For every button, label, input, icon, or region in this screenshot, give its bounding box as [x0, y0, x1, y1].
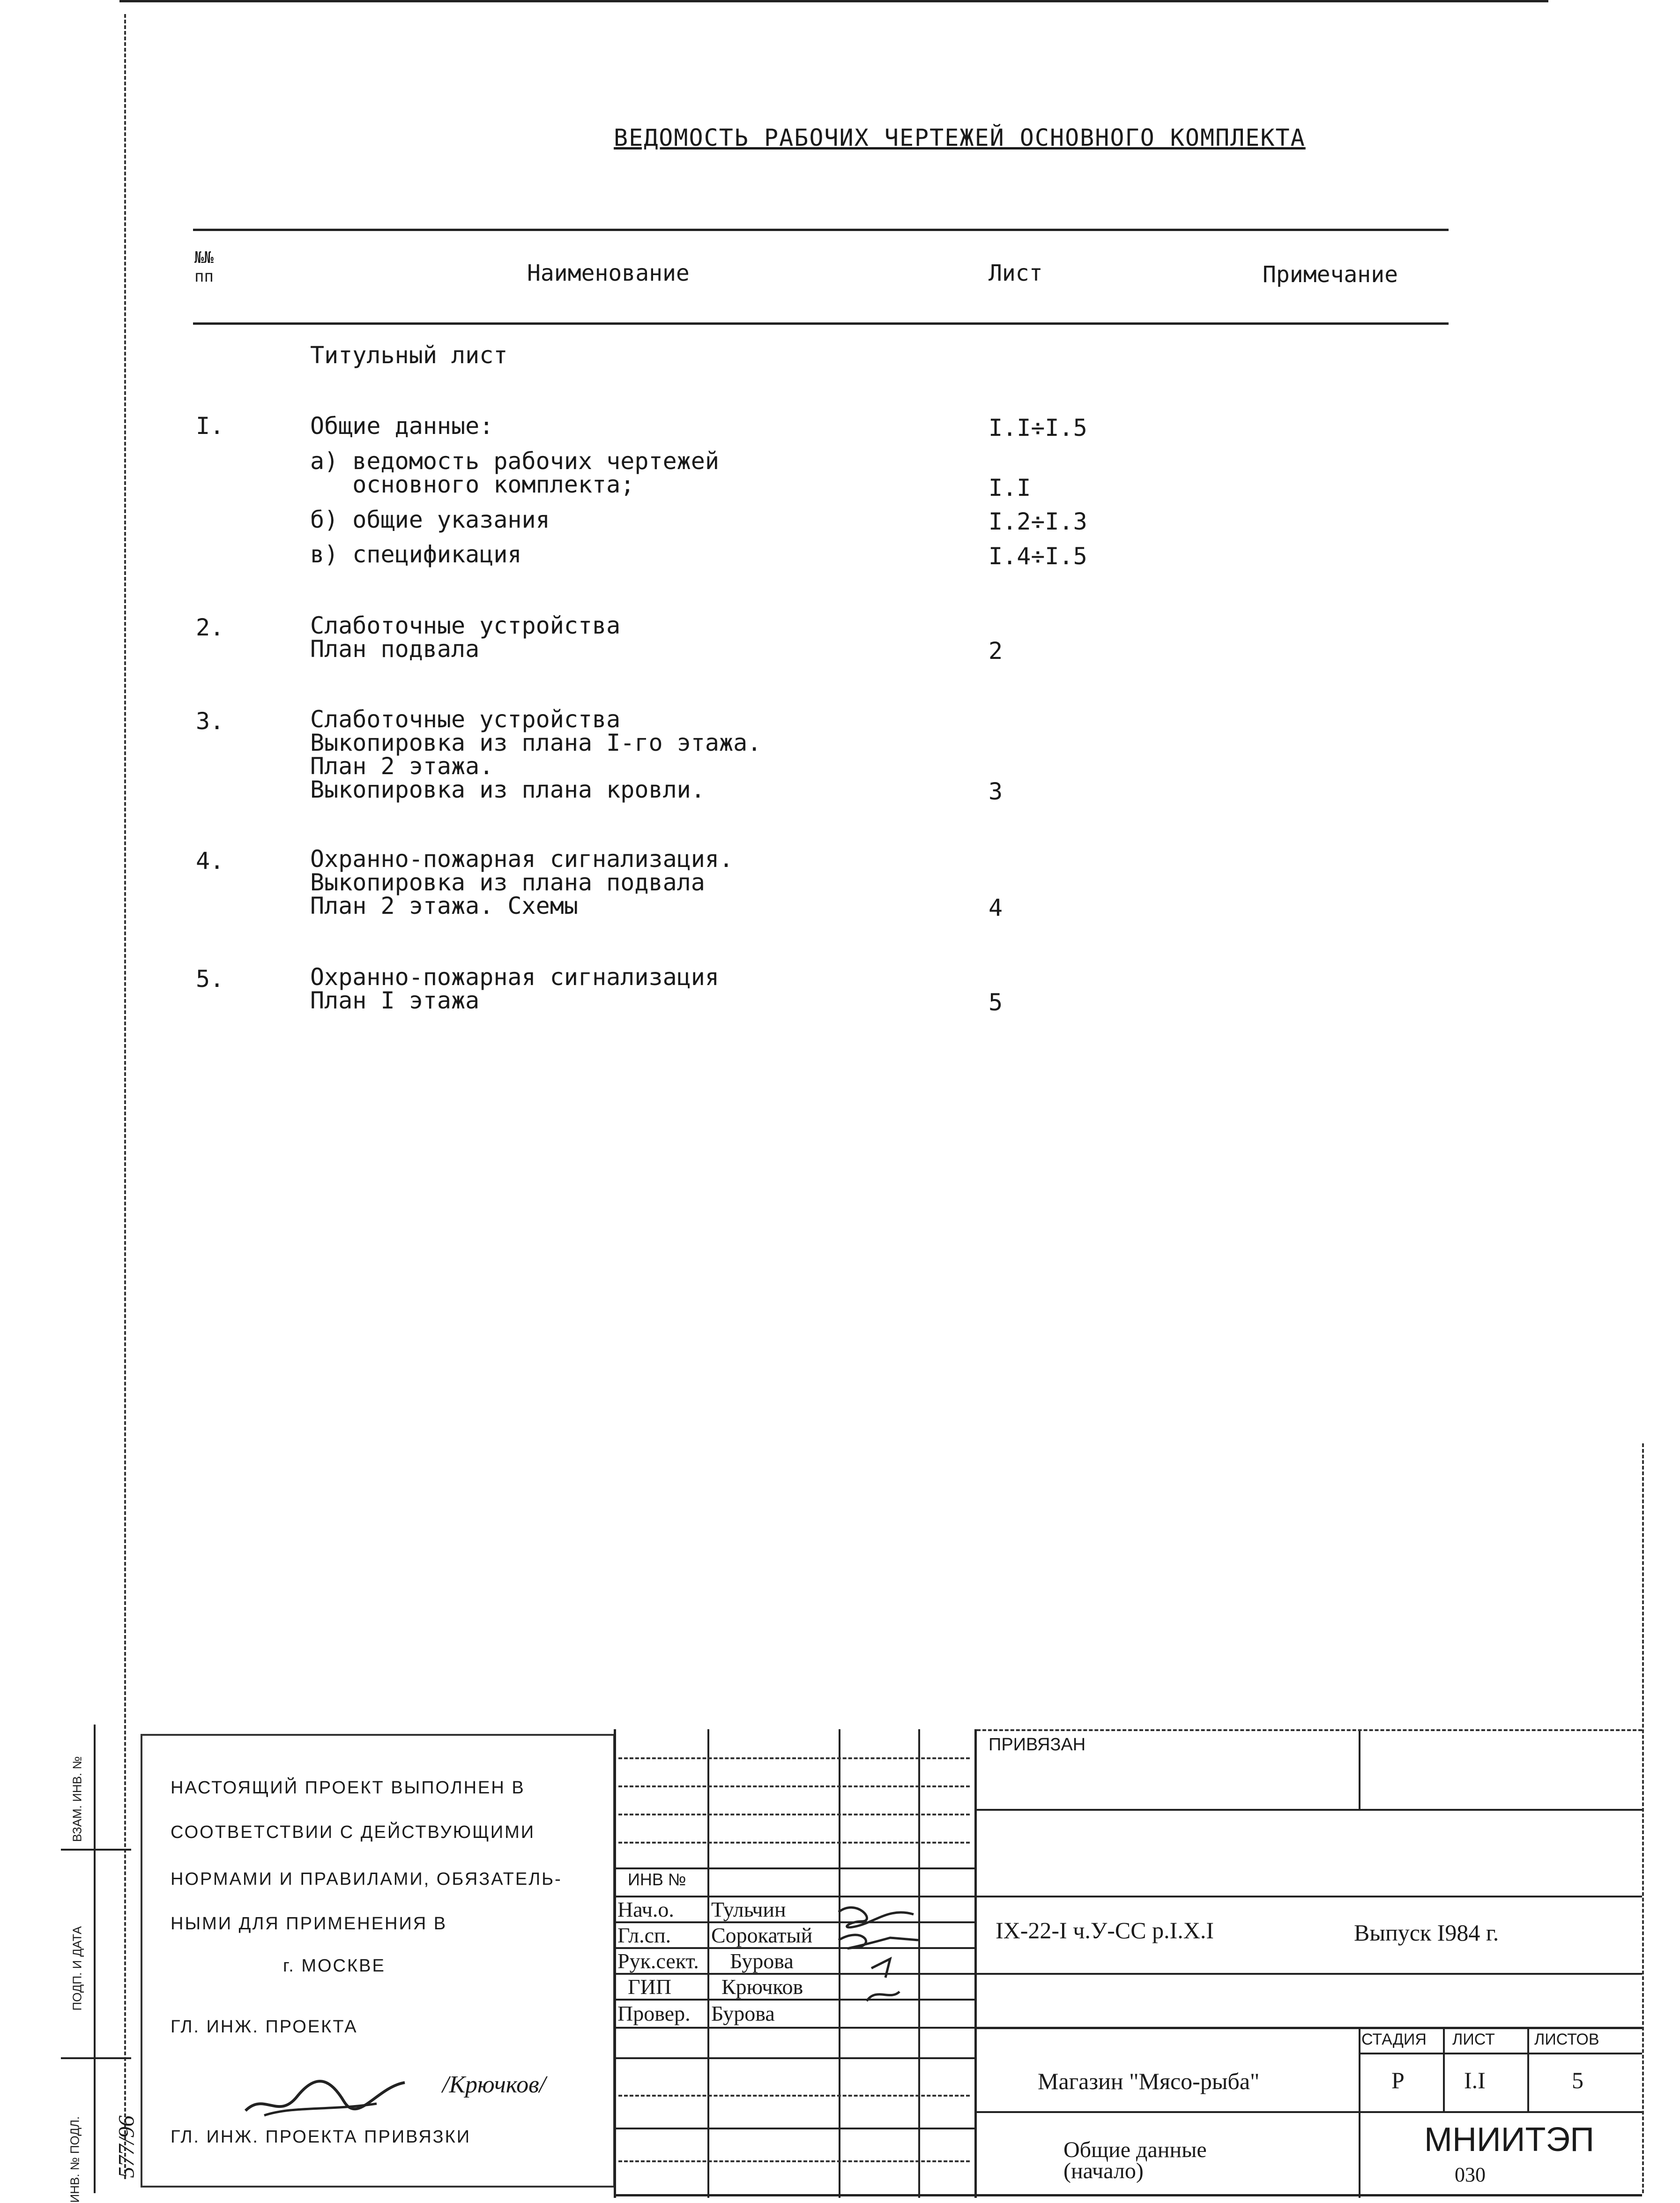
designation-text: IX-22-I ч.У-СС р.I.X.I	[996, 1917, 1214, 1943]
signatures-image	[820, 1893, 951, 2024]
row-sheet: 3	[989, 778, 1003, 805]
sheets-label: ЛИСТОВ	[1534, 2031, 1599, 2048]
grid-line	[614, 2128, 977, 2129]
grid-line	[977, 1973, 1642, 1975]
row-text: План подвала	[310, 635, 480, 663]
row-sheet: 5	[989, 989, 1003, 1016]
row-text: Выкопировка из плана подвала	[310, 869, 705, 896]
page-title: ВЕДОМОСТЬ РАБОЧИХ ЧЕРТЕЖЕЙ ОСНОВНОГО КОМПЛЕКТА	[614, 124, 1306, 151]
object-name: Магазин "Мясо-рыба"	[1038, 2068, 1260, 2094]
person-name: Бурова	[711, 2001, 775, 2025]
grid-line	[977, 2111, 1642, 2113]
row-sheet: I.2÷I.3	[989, 508, 1087, 535]
row-text: основного комплекта;	[310, 471, 635, 498]
grid-line	[977, 2027, 1642, 2029]
stamp-line: НЫМИ ДЛЯ ПРИМЕНЕНИЯ В	[171, 1914, 447, 1934]
row-sheet: I.I÷I.5	[989, 414, 1087, 441]
header-sheet: Лист	[989, 260, 1043, 286]
row-text: Слаботочные устройства	[310, 706, 621, 733]
row-num: I.	[196, 412, 224, 440]
grid-line	[977, 1809, 1642, 1811]
side-strip-top-label: ВЗАМ. ИНВ. №	[70, 1756, 84, 1842]
grid-line	[614, 1867, 974, 1869]
person-name: Тульчин	[711, 1897, 786, 1921]
signature-name: /Крючков/	[442, 2071, 546, 2098]
title-sheet-row: Титульный лист	[310, 342, 508, 369]
row-num: 4.	[196, 847, 224, 874]
grid-line	[618, 1814, 970, 1815]
sheet-label: ЛИСТ	[1452, 2031, 1495, 2048]
sheets-value: 5	[1572, 2067, 1583, 2093]
side-strip	[61, 1725, 139, 2203]
row-text: в) спецификация	[310, 541, 522, 568]
org-sub: 030	[1455, 2163, 1486, 2186]
person-role: Рук.сект.	[617, 1949, 699, 1973]
grid-line	[618, 2160, 970, 2162]
row-text: План 2 этажа.	[310, 753, 494, 780]
row-sheet: 4	[989, 894, 1003, 921]
stage-label: СТАДИЯ	[1361, 2031, 1427, 2048]
row-text: План I этажа	[310, 987, 480, 1014]
grid-line	[1359, 1729, 1360, 1809]
grid-line	[1443, 2027, 1445, 2111]
stamp-line: ГЛ. ИНЖ. ПРОЕКТА	[171, 2017, 358, 2037]
person-role: Нач.о.	[617, 1897, 674, 1921]
row-text: б) общие указания	[310, 506, 550, 533]
grid-line	[618, 1842, 970, 1844]
right-margin-line	[1642, 1443, 1644, 2193]
approval-stamp	[141, 1734, 615, 2188]
doc-name-line2: (начало)	[1063, 2158, 1144, 2183]
stamp-line: ГЛ. ИНЖ. ПРОЕКТА ПРИВЯЗКИ	[171, 2127, 471, 2147]
side-strip-mid-label: ПОДП. И ДАТА	[70, 1926, 84, 2011]
row-sheet: I.I	[989, 474, 1031, 501]
grid-line	[618, 1757, 970, 1759]
row-text: Охранно-пожарная сигнализация	[310, 963, 719, 991]
header-name: Наименование	[527, 260, 690, 286]
top-border	[119, 0, 1548, 2]
side-strip-number: 577/96	[114, 2115, 139, 2178]
row-text: Слаботочные устройства	[310, 612, 621, 639]
row-num: 2.	[196, 614, 224, 641]
row-text: Общие данные:	[310, 412, 494, 440]
stamp-line: СООТВЕТСТВИИ С ДЕЙСТВУЮЩИМИ	[171, 1822, 535, 1842]
person-name: Крючков	[721, 1975, 803, 1999]
sheet-value: I.I	[1464, 2067, 1486, 2093]
grid-line	[618, 1785, 970, 1787]
doc-name-line1: Общие данные	[1063, 2137, 1207, 2162]
person-role: Гл.сп.	[617, 1923, 671, 1947]
person-name: Бурова	[730, 1949, 794, 1973]
person-role: ГИП	[628, 1975, 672, 1999]
row-text: Охранно-пожарная сигнализация.	[310, 845, 734, 873]
row-text: Выкопировка из плана I-го этажа.	[310, 729, 762, 756]
row-sheet: 2	[989, 637, 1003, 665]
inv-no-label: ИНВ №	[628, 1870, 686, 1889]
side-strip-line	[94, 1725, 96, 2193]
row-num: 3.	[196, 708, 224, 735]
grid-line	[977, 1896, 1642, 1897]
issue-text: Выпуск I984 г.	[1354, 1919, 1499, 1946]
person-role: Провер.	[617, 2001, 691, 2025]
grid-line	[614, 2057, 977, 2059]
header-note: Примечание	[1263, 261, 1398, 288]
row-text: а) ведомость рабочих чертежей	[310, 448, 719, 475]
grid-line	[614, 2027, 977, 2029]
person-name: Сорокатый	[711, 1923, 813, 1947]
privyazan-label: ПРИВЯЗАН	[989, 1735, 1086, 1755]
stamp-line: НОРМАМИ И ПРАВИЛАМИ, ОБЯЗАТЕЛЬ-	[171, 1869, 562, 1889]
org-name: МНИИТЭП	[1424, 2121, 1594, 2158]
grid-line	[618, 2095, 970, 2097]
side-strip-divider	[61, 1849, 131, 1851]
stage-value: Р	[1391, 2067, 1405, 2093]
signature-image	[236, 2059, 414, 2129]
row-sheet: I.4÷I.5	[989, 543, 1087, 570]
row-text: План 2 этажа. Схемы	[310, 892, 578, 919]
grid-line	[1527, 2027, 1529, 2111]
grid-line	[614, 2194, 1642, 2196]
stamp-line: НАСТОЯЩИЙ ПРОЕКТ ВЫПОЛНЕН В	[171, 1778, 525, 1798]
side-strip-divider	[61, 2057, 131, 2059]
table-header-rule	[193, 322, 1449, 325]
header-num: №№ пп	[194, 248, 214, 286]
grid-line	[977, 1729, 1642, 1731]
grid-line	[1359, 2053, 1642, 2054]
row-text: Выкопировка из плана кровли.	[310, 776, 705, 803]
table-top-rule	[193, 229, 1449, 231]
row-num: 5.	[196, 965, 224, 993]
side-strip-bottom-label: ИНВ. № ПОДЛ.	[67, 2116, 82, 2203]
stamp-line: г. МОСКВЕ	[283, 1956, 386, 1976]
title-block	[614, 1729, 1642, 2198]
